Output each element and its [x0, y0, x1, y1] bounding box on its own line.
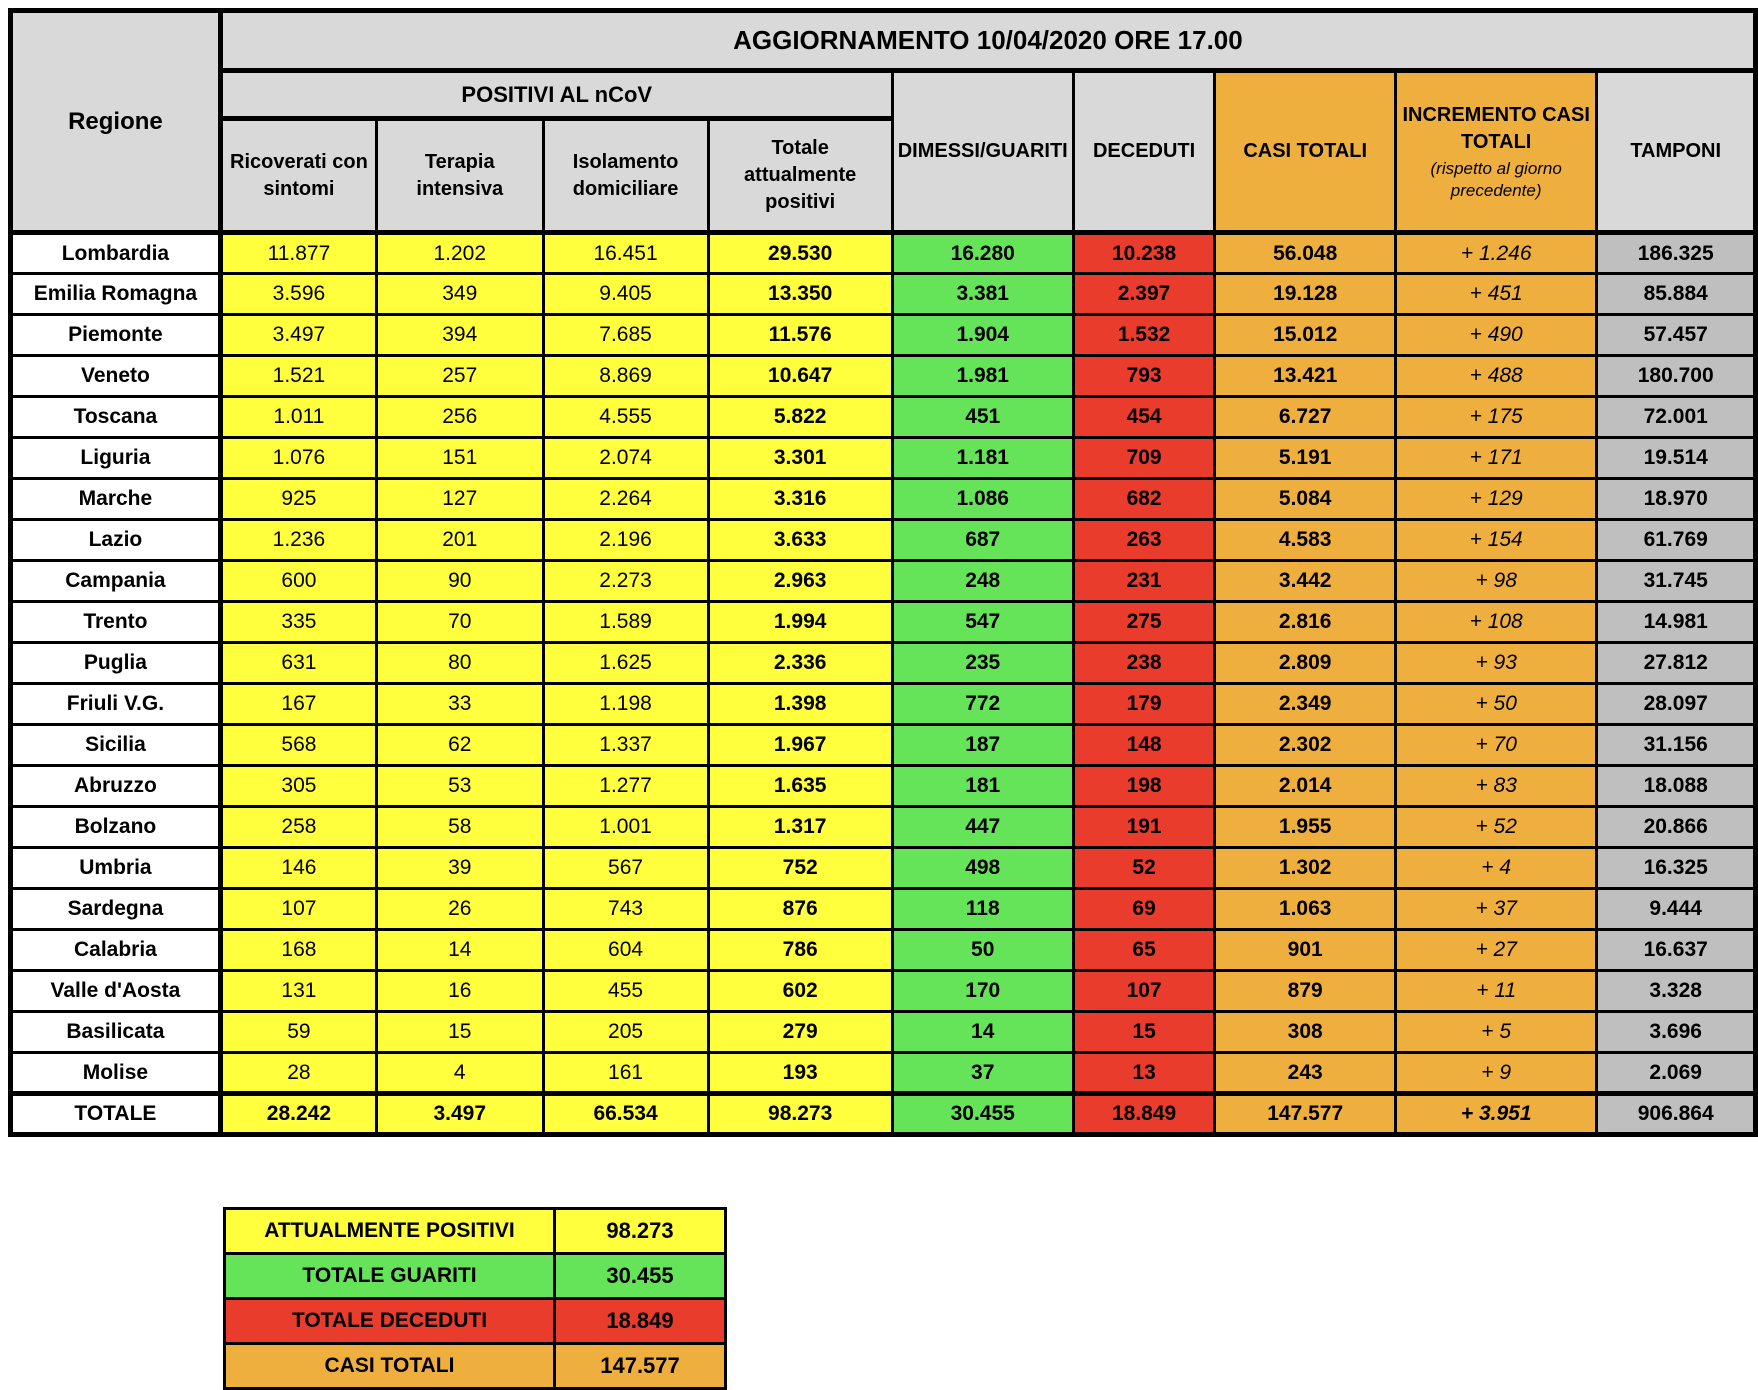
region-label: Valle d'Aosta — [11, 971, 221, 1012]
cell-deceduti: 682 — [1073, 479, 1215, 520]
cell-terapia: 257 — [377, 356, 543, 397]
cell-totale_positivi: 5.822 — [708, 397, 892, 438]
cell-tamponi: 57.457 — [1597, 315, 1756, 356]
cell-deceduti: 275 — [1073, 602, 1215, 643]
cell-isolamento: 1.198 — [543, 684, 708, 725]
cell-isolamento: 2.196 — [543, 520, 708, 561]
cell-incremento: + 27 — [1395, 930, 1596, 971]
cell-casi_totali: 147.577 — [1215, 1094, 1396, 1135]
cell-guariti: 248 — [892, 561, 1073, 602]
cell-tamponi: 9.444 — [1597, 889, 1756, 930]
cell-isolamento: 1.337 — [543, 725, 708, 766]
cell-ricoverati: 28.242 — [220, 1094, 376, 1135]
cell-ricoverati: 335 — [220, 602, 376, 643]
table-title: AGGIORNAMENTO 10/04/2020 ORE 17.00 — [220, 11, 1755, 71]
cell-casi_totali: 2.302 — [1215, 725, 1396, 766]
cell-deceduti: 107 — [1073, 971, 1215, 1012]
cell-ricoverati: 3.596 — [220, 274, 376, 315]
cell-incremento: + 129 — [1395, 479, 1596, 520]
legend-label: TOTALE DECEDUTI — [225, 1299, 555, 1344]
region-label: Calabria — [11, 930, 221, 971]
cell-deceduti: 231 — [1073, 561, 1215, 602]
cell-guariti: 1.981 — [892, 356, 1073, 397]
cell-tamponi: 16.637 — [1597, 930, 1756, 971]
cell-totale_positivi: 1.398 — [708, 684, 892, 725]
cell-casi_totali: 6.727 — [1215, 397, 1396, 438]
cell-guariti: 187 — [892, 725, 1073, 766]
region-label: Emilia Romagna — [11, 274, 221, 315]
table-body — [11, 233, 1756, 1135]
cell-isolamento: 567 — [543, 848, 708, 889]
cell-totale_positivi: 3.633 — [708, 520, 892, 561]
cell-ricoverati: 1.011 — [220, 397, 376, 438]
cell-ricoverati: 168 — [220, 930, 376, 971]
cell-isolamento: 1.001 — [543, 807, 708, 848]
cell-deceduti: 18.849 — [1073, 1094, 1215, 1135]
cell-incremento: + 171 — [1395, 438, 1596, 479]
region-label: Trento — [11, 602, 221, 643]
col-header-isolamento: Isolamento domiciliare — [543, 119, 708, 233]
cell-deceduti: 13 — [1073, 1053, 1215, 1094]
summary-legend — [223, 1207, 727, 1390]
cell-terapia: 33 — [377, 684, 543, 725]
cell-casi_totali: 901 — [1215, 930, 1396, 971]
cell-isolamento: 1.589 — [543, 602, 708, 643]
cell-tamponi: 180.700 — [1597, 356, 1756, 397]
cell-totale_positivi: 3.316 — [708, 479, 892, 520]
cell-incremento: + 37 — [1395, 889, 1596, 930]
region-label: Veneto — [11, 356, 221, 397]
cell-casi_totali: 2.014 — [1215, 766, 1396, 807]
cell-guariti: 118 — [892, 889, 1073, 930]
cell-ricoverati: 3.497 — [220, 315, 376, 356]
cell-deceduti: 65 — [1073, 930, 1215, 971]
region-column-header: Regione — [11, 11, 221, 233]
cell-terapia: 90 — [377, 561, 543, 602]
cell-ricoverati: 305 — [220, 766, 376, 807]
cell-isolamento: 16.451 — [543, 233, 708, 274]
cell-totale_positivi: 786 — [708, 930, 892, 971]
cell-incremento: + 52 — [1395, 807, 1596, 848]
cell-terapia: 127 — [377, 479, 543, 520]
cell-isolamento: 8.869 — [543, 356, 708, 397]
cell-terapia: 14 — [377, 930, 543, 971]
region-label: Friuli V.G. — [11, 684, 221, 725]
cell-casi_totali: 243 — [1215, 1053, 1396, 1094]
cell-ricoverati: 1.521 — [220, 356, 376, 397]
legend-value: 30.455 — [555, 1254, 726, 1299]
cell-isolamento: 161 — [543, 1053, 708, 1094]
cell-ricoverati: 258 — [220, 807, 376, 848]
legend-body — [225, 1209, 726, 1389]
region-label: Marche — [11, 479, 221, 520]
cell-deceduti: 1.532 — [1073, 315, 1215, 356]
col-header-dimessi-guariti: DIMESSI/GUARITI — [892, 71, 1073, 233]
cell-guariti: 235 — [892, 643, 1073, 684]
cell-tamponi: 186.325 — [1597, 233, 1756, 274]
region-label: Basilicata — [11, 1012, 221, 1053]
cell-incremento: + 4 — [1395, 848, 1596, 889]
table-header — [11, 11, 1756, 233]
legend-label: ATTUALMENTE POSITIVI — [225, 1209, 555, 1254]
col-header-deceduti: DECEDUTI — [1073, 71, 1215, 233]
cell-ricoverati: 600 — [220, 561, 376, 602]
cell-incremento: + 5 — [1395, 1012, 1596, 1053]
cell-incremento: + 70 — [1395, 725, 1596, 766]
cell-casi_totali: 2.816 — [1215, 602, 1396, 643]
cell-incremento: + 108 — [1395, 602, 1596, 643]
cell-tamponi: 14.981 — [1597, 602, 1756, 643]
cell-casi_totali: 13.421 — [1215, 356, 1396, 397]
incremento-label: INCREMENTO CASI TOTALI — [1402, 104, 1590, 154]
cell-deceduti: 191 — [1073, 807, 1215, 848]
cell-casi_totali: 1.302 — [1215, 848, 1396, 889]
cell-isolamento: 2.273 — [543, 561, 708, 602]
cell-isolamento: 7.685 — [543, 315, 708, 356]
region-label: Bolzano — [11, 807, 221, 848]
cell-deceduti: 179 — [1073, 684, 1215, 725]
legend-value: 98.273 — [555, 1209, 726, 1254]
cell-terapia: 4 — [377, 1053, 543, 1094]
cell-terapia: 151 — [377, 438, 543, 479]
cell-tamponi: 906.864 — [1597, 1094, 1756, 1135]
cell-casi_totali: 19.128 — [1215, 274, 1396, 315]
legend-value: 18.849 — [555, 1299, 726, 1344]
region-label: Liguria — [11, 438, 221, 479]
cell-tamponi: 2.069 — [1597, 1053, 1756, 1094]
cell-terapia: 39 — [377, 848, 543, 889]
cell-isolamento: 4.555 — [543, 397, 708, 438]
cell-deceduti: 52 — [1073, 848, 1215, 889]
cell-totale_positivi: 1.635 — [708, 766, 892, 807]
cell-totale_positivi: 1.967 — [708, 725, 892, 766]
cell-totale_positivi: 1.317 — [708, 807, 892, 848]
cell-casi_totali: 1.955 — [1215, 807, 1396, 848]
cell-casi_totali: 3.442 — [1215, 561, 1396, 602]
cell-guariti: 181 — [892, 766, 1073, 807]
cell-tamponi: 3.328 — [1597, 971, 1756, 1012]
cell-deceduti: 15 — [1073, 1012, 1215, 1053]
cell-ricoverati: 167 — [220, 684, 376, 725]
cell-ricoverati: 11.877 — [220, 233, 376, 274]
cell-guariti: 1.904 — [892, 315, 1073, 356]
cell-totale_positivi: 1.994 — [708, 602, 892, 643]
cell-casi_totali: 5.191 — [1215, 438, 1396, 479]
region-label: Molise — [11, 1053, 221, 1094]
cell-incremento: + 3.951 — [1395, 1094, 1596, 1135]
covid-region-table — [8, 8, 1758, 1137]
cell-incremento: + 154 — [1395, 520, 1596, 561]
cell-incremento: + 1.246 — [1395, 233, 1596, 274]
cell-totale_positivi: 2.336 — [708, 643, 892, 684]
cell-incremento: + 50 — [1395, 684, 1596, 725]
cell-isolamento: 66.534 — [543, 1094, 708, 1135]
col-header-terapia-intensiva: Terapia intensiva — [377, 119, 543, 233]
cell-terapia: 80 — [377, 643, 543, 684]
legend-label: CASI TOTALI — [225, 1344, 555, 1389]
cell-isolamento: 604 — [543, 930, 708, 971]
col-header-tamponi: TAMPONI — [1597, 71, 1756, 233]
region-label: Abruzzo — [11, 766, 221, 807]
cell-ricoverati: 1.076 — [220, 438, 376, 479]
cell-deceduti: 2.397 — [1073, 274, 1215, 315]
cell-deceduti: 238 — [1073, 643, 1215, 684]
cell-isolamento: 743 — [543, 889, 708, 930]
cell-incremento: + 98 — [1395, 561, 1596, 602]
cell-tamponi: 18.970 — [1597, 479, 1756, 520]
cell-isolamento: 2.264 — [543, 479, 708, 520]
cell-ricoverati: 568 — [220, 725, 376, 766]
cell-guariti: 37 — [892, 1053, 1073, 1094]
cell-guariti: 451 — [892, 397, 1073, 438]
cell-terapia: 201 — [377, 520, 543, 561]
cell-casi_totali: 879 — [1215, 971, 1396, 1012]
total-row-label: TOTALE — [11, 1094, 221, 1135]
cell-totale_positivi: 11.576 — [708, 315, 892, 356]
region-label: Toscana — [11, 397, 221, 438]
cell-tamponi: 28.097 — [1597, 684, 1756, 725]
cell-tamponi: 72.001 — [1597, 397, 1756, 438]
cell-ricoverati: 631 — [220, 643, 376, 684]
cell-guariti: 547 — [892, 602, 1073, 643]
cell-terapia: 62 — [377, 725, 543, 766]
cell-guariti: 50 — [892, 930, 1073, 971]
cell-deceduti: 198 — [1073, 766, 1215, 807]
cell-deceduti: 793 — [1073, 356, 1215, 397]
cell-isolamento: 1.625 — [543, 643, 708, 684]
cell-incremento: + 9 — [1395, 1053, 1596, 1094]
cell-terapia: 3.497 — [377, 1094, 543, 1135]
cell-tamponi: 61.769 — [1597, 520, 1756, 561]
cell-terapia: 394 — [377, 315, 543, 356]
cell-casi_totali: 308 — [1215, 1012, 1396, 1053]
cell-isolamento: 2.074 — [543, 438, 708, 479]
cell-tamponi: 20.866 — [1597, 807, 1756, 848]
cell-tamponi: 3.696 — [1597, 1012, 1756, 1053]
region-label: Lombardia — [11, 233, 221, 274]
positivi-group-header: POSITIVI AL nCoV — [220, 71, 892, 119]
cell-casi_totali: 5.084 — [1215, 479, 1396, 520]
cell-totale_positivi: 29.530 — [708, 233, 892, 274]
cell-totale_positivi: 752 — [708, 848, 892, 889]
cell-terapia: 70 — [377, 602, 543, 643]
cell-casi_totali: 2.809 — [1215, 643, 1396, 684]
cell-casi_totali: 15.012 — [1215, 315, 1396, 356]
cell-deceduti: 263 — [1073, 520, 1215, 561]
cell-totale_positivi: 193 — [708, 1053, 892, 1094]
cell-totale_positivi: 2.963 — [708, 561, 892, 602]
cell-terapia: 26 — [377, 889, 543, 930]
cell-tamponi: 19.514 — [1597, 438, 1756, 479]
cell-guariti: 1.086 — [892, 479, 1073, 520]
cell-ricoverati: 131 — [220, 971, 376, 1012]
cell-totale_positivi: 3.301 — [708, 438, 892, 479]
cell-totale_positivi: 10.647 — [708, 356, 892, 397]
cell-ricoverati: 925 — [220, 479, 376, 520]
cell-guariti: 14 — [892, 1012, 1073, 1053]
cell-terapia: 1.202 — [377, 233, 543, 274]
cell-tamponi: 18.088 — [1597, 766, 1756, 807]
cell-deceduti: 69 — [1073, 889, 1215, 930]
cell-guariti: 772 — [892, 684, 1073, 725]
col-header-totale-positivi: Totale attualmente positivi — [708, 119, 892, 233]
col-header-incremento — [1395, 71, 1596, 233]
cell-incremento: + 490 — [1395, 315, 1596, 356]
legend-value: 147.577 — [555, 1344, 726, 1389]
region-label: Campania — [11, 561, 221, 602]
cell-guariti: 687 — [892, 520, 1073, 561]
incremento-note: (rispetto al giorno precedente) — [1430, 159, 1562, 200]
cell-incremento: + 451 — [1395, 274, 1596, 315]
cell-deceduti: 454 — [1073, 397, 1215, 438]
region-label: Piemonte — [11, 315, 221, 356]
cell-terapia: 58 — [377, 807, 543, 848]
cell-casi_totali: 56.048 — [1215, 233, 1396, 274]
cell-incremento: + 488 — [1395, 356, 1596, 397]
cell-deceduti: 148 — [1073, 725, 1215, 766]
cell-ricoverati: 1.236 — [220, 520, 376, 561]
cell-tamponi: 16.325 — [1597, 848, 1756, 889]
cell-incremento: + 11 — [1395, 971, 1596, 1012]
cell-ricoverati: 107 — [220, 889, 376, 930]
cell-totale_positivi: 279 — [708, 1012, 892, 1053]
cell-deceduti: 709 — [1073, 438, 1215, 479]
cell-incremento: + 83 — [1395, 766, 1596, 807]
cell-isolamento: 9.405 — [543, 274, 708, 315]
cell-terapia: 256 — [377, 397, 543, 438]
cell-totale_positivi: 602 — [708, 971, 892, 1012]
cell-guariti: 498 — [892, 848, 1073, 889]
cell-ricoverati: 146 — [220, 848, 376, 889]
cell-tamponi: 85.884 — [1597, 274, 1756, 315]
cell-incremento: + 93 — [1395, 643, 1596, 684]
cell-casi_totali: 2.349 — [1215, 684, 1396, 725]
cell-tamponi: 31.156 — [1597, 725, 1756, 766]
legend-label: TOTALE GUARITI — [225, 1254, 555, 1299]
cell-guariti: 30.455 — [892, 1094, 1073, 1135]
cell-deceduti: 10.238 — [1073, 233, 1215, 274]
cell-totale_positivi: 13.350 — [708, 274, 892, 315]
cell-guariti: 447 — [892, 807, 1073, 848]
cell-tamponi: 27.812 — [1597, 643, 1756, 684]
region-label: Sicilia — [11, 725, 221, 766]
cell-terapia: 16 — [377, 971, 543, 1012]
region-label: Puglia — [11, 643, 221, 684]
cell-isolamento: 455 — [543, 971, 708, 1012]
cell-tamponi: 31.745 — [1597, 561, 1756, 602]
cell-guariti: 1.181 — [892, 438, 1073, 479]
cell-totale_positivi: 98.273 — [708, 1094, 892, 1135]
cell-incremento: + 175 — [1395, 397, 1596, 438]
cell-guariti: 3.381 — [892, 274, 1073, 315]
cell-totale_positivi: 876 — [708, 889, 892, 930]
cell-casi_totali: 1.063 — [1215, 889, 1396, 930]
region-label: Sardegna — [11, 889, 221, 930]
cell-guariti: 170 — [892, 971, 1073, 1012]
cell-isolamento: 205 — [543, 1012, 708, 1053]
cell-casi_totali: 4.583 — [1215, 520, 1396, 561]
cell-terapia: 53 — [377, 766, 543, 807]
cell-isolamento: 1.277 — [543, 766, 708, 807]
cell-ricoverati: 59 — [220, 1012, 376, 1053]
cell-terapia: 349 — [377, 274, 543, 315]
cell-ricoverati: 28 — [220, 1053, 376, 1094]
region-label: Umbria — [11, 848, 221, 889]
region-label: Lazio — [11, 520, 221, 561]
cell-terapia: 15 — [377, 1012, 543, 1053]
col-header-casi-totali: CASI TOTALI — [1215, 71, 1396, 233]
col-header-ricoverati: Ricoverati con sintomi — [220, 119, 376, 233]
cell-guariti: 16.280 — [892, 233, 1073, 274]
